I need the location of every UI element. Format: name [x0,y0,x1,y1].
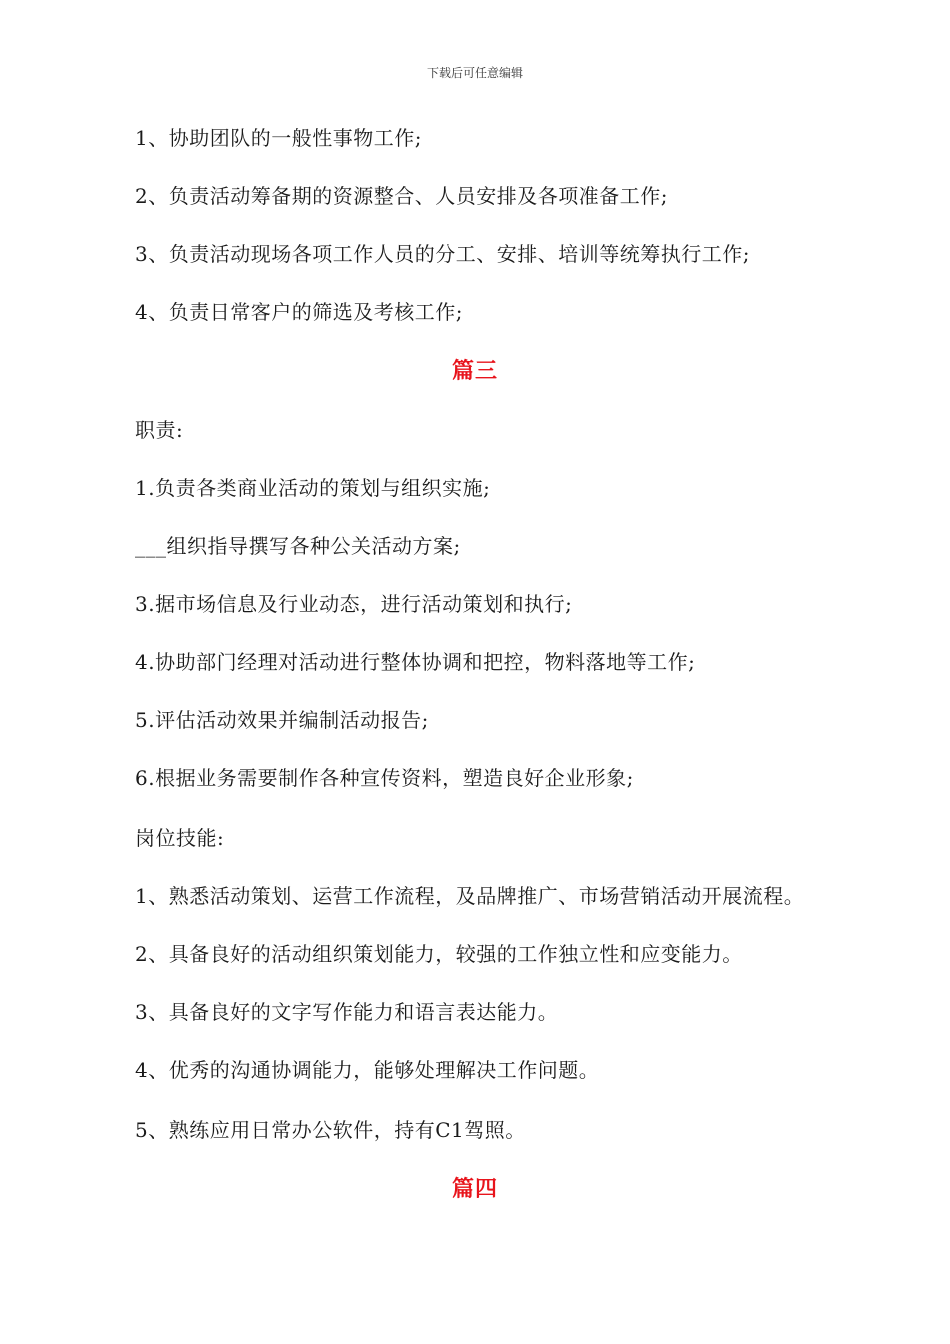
list-item: 5.评估活动效果并编制活动报告; [135,708,429,732]
list-item: 3、负责活动现场各项工作人员的分工、安排、培训等统筹执行工作; [135,242,750,266]
list-item: 4.协助部门经理对活动进行整体协调和把控，物料落地等工作; [135,650,696,674]
list-item: 5、熟练应用日常办公软件，持有C1驾照。 [135,1118,526,1142]
page-header: 下载后可任意编辑 [426,66,523,80]
duties-label: 职责: [135,418,184,442]
section3-heading: 篇三 [451,358,498,384]
list-item: 4、负责日常客户的筛选及考核工作; [135,300,463,324]
list-item: ___组织指导撰写各种公关活动方案; [135,534,461,558]
list-item: 2、负责活动筹备期的资源整合、人员安排及各项准备工作; [135,184,668,208]
section4-heading: 篇四 [451,1176,498,1202]
skills-label: 岗位技能: [135,826,225,850]
list-item: 3.据市场信息及行业动态，进行活动策划和执行; [135,592,573,616]
list-item: 1.负责各类商业活动的策划与组织实施; [135,476,491,500]
list-item: 2、具备良好的活动组织策划能力，较强的工作独立性和应变能力。 [135,942,743,966]
list-item: 6.根据业务需要制作各种宣传资料，塑造良好企业形象; [135,766,634,790]
list-item: 3、具备良好的文字写作能力和语言表达能力。 [135,1000,559,1024]
list-item: 1、协助团队的一般性事物工作; [135,126,422,150]
list-item: 4、优秀的沟通协调能力，能够处理解决工作问题。 [135,1058,600,1082]
list-item: 1、熟悉活动策划、运营工作流程，及品牌推广、市场营销活动开展流程。 [135,884,805,908]
